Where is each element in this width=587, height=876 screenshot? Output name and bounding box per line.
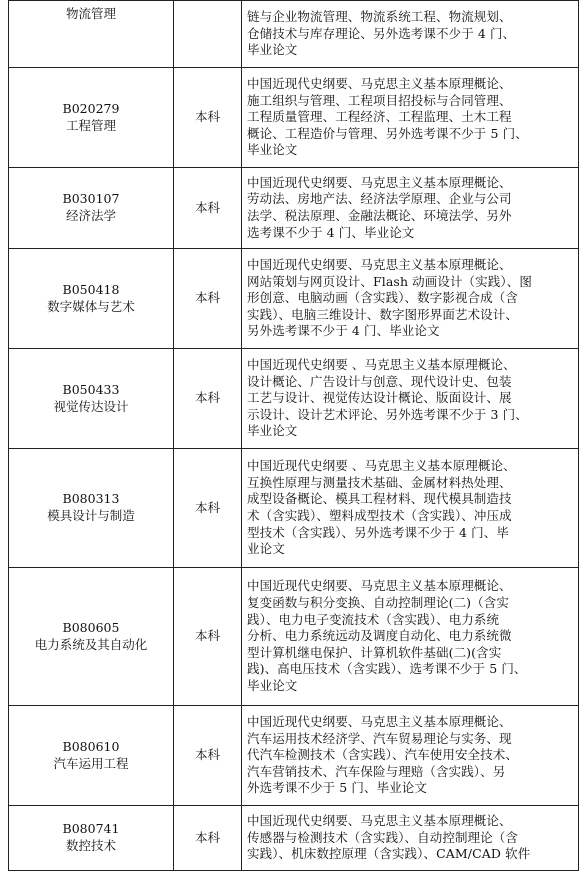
course-line: 实践）、电脑三维设计、数字图形界面艺术设计、 bbox=[247, 306, 518, 322]
course-line: 法学、税法原理、金融法概论、环境法学、另外 bbox=[247, 208, 512, 223]
table-row bbox=[9, 449, 579, 568]
major-cell bbox=[9, 449, 174, 568]
course-line: 复变函数与积分变换、自动控制理论(二)（含实 bbox=[247, 595, 509, 611]
course-line: 形创意、电脑动画（含实践）、数字影视合成（含 bbox=[247, 290, 518, 306]
table-row bbox=[9, 349, 579, 449]
course-line: 践）、电力电子变流技术（含实践）、电力系统 bbox=[247, 611, 500, 627]
course-line: 汽车运用技术经济学、汽车贸易理论与实务、现 bbox=[247, 730, 512, 746]
courses-cell bbox=[242, 249, 579, 349]
major-cell bbox=[9, 568, 174, 706]
course-line: 设计概论、广告设计与创意、现代设计史、包装 bbox=[247, 373, 512, 389]
course-line: 工艺与设计、视觉传达设计概论、版面设计、展 bbox=[247, 390, 512, 406]
table-row bbox=[9, 168, 579, 249]
table-body bbox=[9, 1, 579, 871]
major-name: 视觉传达设计 bbox=[53, 398, 129, 414]
major-course-table bbox=[8, 0, 579, 871]
course-line: 施工组织与管理、工程项目招投标与合同管理、 bbox=[247, 92, 512, 108]
course-line: 链与企业物流管理、物流系统工程、物流规划、 bbox=[247, 9, 512, 25]
major-cell bbox=[9, 168, 174, 249]
course-line: 成型设备概论、模具工程材料、现代模具制造技 bbox=[247, 491, 512, 507]
course-line: 毕业论文 bbox=[247, 142, 298, 158]
courses-cell bbox=[242, 168, 579, 249]
courses-cell bbox=[242, 68, 579, 168]
courses-cell bbox=[242, 568, 579, 706]
major-code: B050433 bbox=[62, 381, 120, 397]
level-cell bbox=[174, 1, 242, 68]
level-cell: 本科 bbox=[174, 706, 242, 806]
major-name: 数控技术 bbox=[65, 838, 116, 853]
major-code: B030107 bbox=[62, 191, 120, 207]
courses-cell bbox=[242, 349, 579, 449]
major-code: B080605 bbox=[62, 619, 120, 635]
major-cell bbox=[9, 249, 174, 349]
course-line: 术（含实践）、塑料成型技术（含实践）、冲压成 bbox=[247, 508, 512, 523]
course-line: 毕业论文 bbox=[247, 423, 298, 439]
course-line: 代汽车检测技术（含实践）、汽车使用安全技术、 bbox=[247, 747, 518, 763]
course-line: 中国近现代史纲要、马克思主义基本原理概论、 bbox=[247, 174, 512, 190]
course-line: 分析、电力系统远动及调度自动化、电力系统微 bbox=[247, 628, 512, 644]
courses-cell bbox=[242, 706, 579, 806]
course-line: 互换性原理与测量技术基础、金属材料热处理、 bbox=[247, 474, 512, 490]
course-line: 中国近现代史纲要、马克思主义基本原理概论、 bbox=[247, 76, 512, 92]
course-line: 型计算机继电保护、计算机软件基础(二)(含实 bbox=[247, 644, 502, 660]
course-line: 中国近现代史纲要 、马克思主义基本原理概论、 bbox=[247, 357, 516, 373]
course-line: 网站策划与网页设计、Flash 动画设计（实践）、图 bbox=[247, 273, 532, 289]
table-row bbox=[9, 68, 579, 168]
course-line: 型技术（含实践）、另外选考课不少于 4 门、毕 bbox=[247, 524, 509, 540]
course-line: 仓储技术与库存理论、另外选考课不少于 4 门、 bbox=[247, 25, 516, 41]
level-cell: 本科 bbox=[174, 249, 242, 349]
major-name: 汽车运用工程 bbox=[53, 755, 129, 771]
course-line: 另外选考课不少于 4 门、毕业论文 bbox=[247, 323, 440, 339]
level-cell: 本科 bbox=[174, 168, 242, 249]
major-name: 电力系统及其自动化 bbox=[34, 636, 148, 652]
major-cell bbox=[9, 706, 174, 806]
table-row bbox=[9, 706, 579, 806]
courses-cell bbox=[242, 806, 579, 871]
course-line: 践)、高电压技术（含实践）、选考课不少于 5 门、 bbox=[247, 661, 527, 677]
level-cell: 本科 bbox=[174, 806, 242, 871]
table-row bbox=[9, 568, 579, 706]
course-line: 毕业论文 bbox=[247, 677, 298, 693]
course-line: 选考课不少于 4 门、毕业论文 bbox=[247, 224, 415, 240]
level-cell: 本科 bbox=[174, 349, 242, 449]
table-row bbox=[9, 806, 579, 871]
course-line: 中国近现代史纲要 、马克思主义基本原理概论、 bbox=[247, 458, 516, 474]
major-cell bbox=[9, 68, 174, 168]
major-name: 经济法学 bbox=[65, 208, 116, 223]
course-line: 外选考课不少于 5 门、毕业论文 bbox=[247, 780, 428, 796]
course-line: 中国近现代史纲要、马克思主义基本原理概论、 bbox=[247, 813, 512, 829]
course-line: 劳动法、房地产法、经济法学原理、企业与公司 bbox=[247, 191, 512, 207]
course-line: 传感器与检测技术（含实践）、自动控制理论（含 bbox=[247, 829, 518, 845]
courses-cell bbox=[242, 449, 579, 568]
table-row bbox=[9, 249, 579, 349]
course-line: 中国近现代史纲要、马克思主义基本原理概论、 bbox=[247, 257, 512, 273]
course-line: 毕业论文 bbox=[247, 42, 298, 58]
major-code: B080610 bbox=[62, 738, 120, 754]
major-code: B020279 bbox=[62, 100, 120, 116]
courses-cell bbox=[242, 1, 579, 68]
course-line: 实践）、机床数控原理（含实践）、CAM/CAD 软件 bbox=[247, 846, 531, 862]
course-line: 业论文 bbox=[247, 541, 285, 557]
major-name: 模具设计与制造 bbox=[47, 508, 135, 523]
course-line: 工程质量管理、工程经济、工程监理、土木工程 bbox=[247, 109, 512, 125]
level-cell: 本科 bbox=[174, 568, 242, 706]
major-name: 物流管理 bbox=[65, 6, 116, 21]
level-cell: 本科 bbox=[174, 449, 242, 568]
table-row bbox=[9, 1, 579, 68]
course-line: 中国近现代史纲要、马克思主义基本原理概论、 bbox=[247, 714, 512, 730]
course-line: 中国近现代史纲要、马克思主义基本原理概论、 bbox=[247, 578, 512, 594]
course-line: 示设计、设计艺术评论、另外选考课不少于 3 门、 bbox=[247, 406, 528, 422]
course-line: 概论、工程造价与管理、另外选考课不少于 5 门、 bbox=[247, 125, 528, 141]
major-cell bbox=[9, 1, 174, 68]
major-cell bbox=[9, 806, 174, 871]
major-cell bbox=[9, 349, 174, 449]
major-name: 工程管理 bbox=[65, 117, 116, 133]
level-cell: 本科 bbox=[174, 68, 242, 168]
major-code: B080741 bbox=[62, 821, 120, 837]
major-code: B050418 bbox=[62, 281, 120, 297]
course-line: 汽车营销技术、汽车保险与理赔（含实践）、另 bbox=[247, 763, 506, 779]
major-name: 数字媒体与艺术 bbox=[47, 298, 135, 314]
major-code: B080313 bbox=[62, 491, 120, 507]
